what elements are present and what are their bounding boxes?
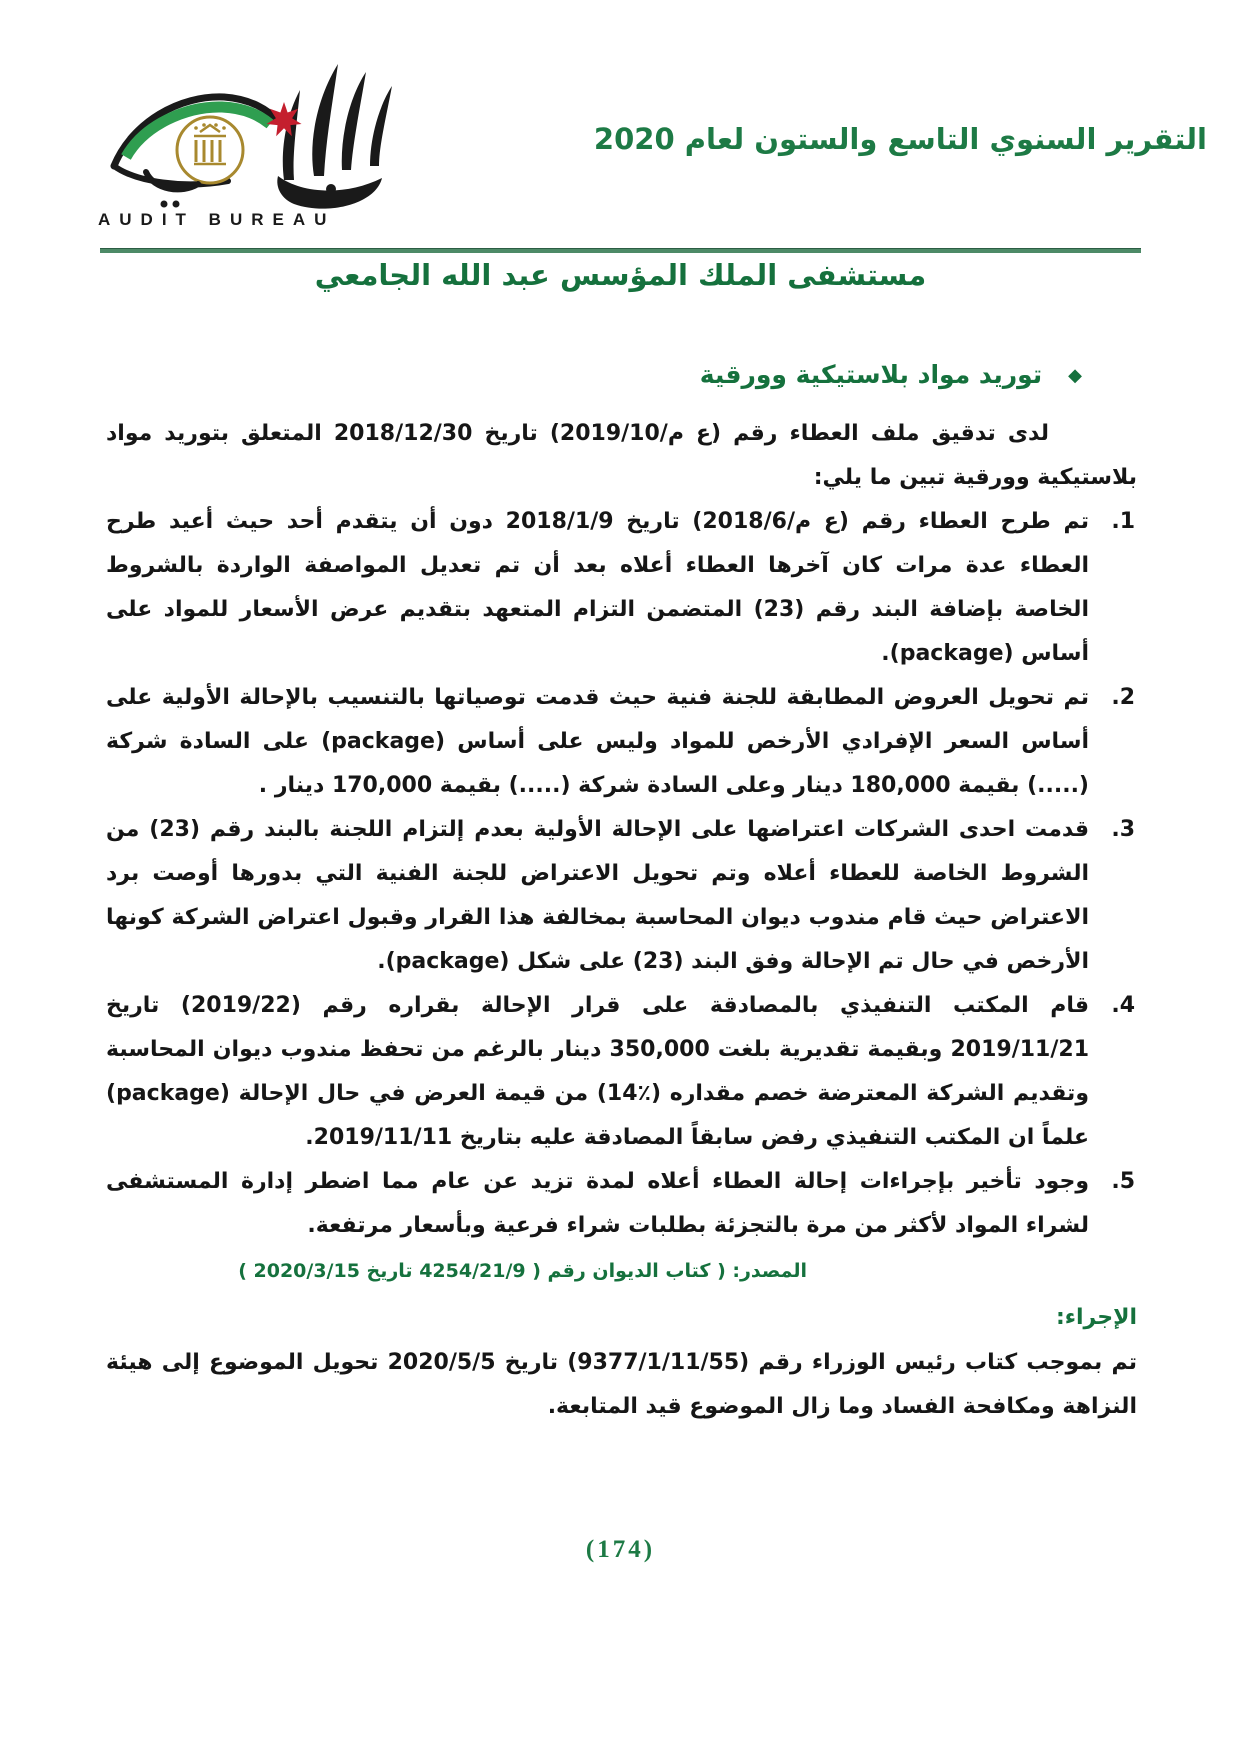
item-number: 5. [1111, 1169, 1135, 1194]
item-number: 1. [1111, 509, 1135, 534]
action-paragraph: تم بموجب كتاب رئيس الوزراء رقم (9377/1/11/55) تاريخ 2020/5/5 تحويل الموضوع إلى هيئة النزاهة ومكافحة الفساد وما زال الموضوع قيد المتابعة. [106, 1350, 1137, 1419]
logo-latin-name: AUDIT BUREAU [98, 210, 336, 229]
page-number: (174) [585, 1536, 656, 1563]
item-number: 3. [1111, 817, 1135, 842]
header-divider [100, 248, 1141, 253]
item-text: تم طرح العطاء رقم (ع م/2018/6) تاريخ 2018/1/9 دون أن يتقدم أحد حيث أعيد طرح العطاء عدة مرات كان آخرها العطاء أعلاه بعد أن تم تعديل المواصفة الواردة بالشروط الخاصة بإضافة البند رقم (23) المتضمن التزام المتعهد بتقديم عرض الأسعار للمواد على أساس (package). [106, 509, 1089, 666]
finding-item [106, 984, 1137, 1160]
section-body [106, 412, 1137, 1429]
finding-item [106, 1160, 1137, 1248]
section-heading-label: توريد مواد بلاستيكية وورقية [699, 360, 1043, 389]
item-text: قام المكتب التنفيذي بالمصادقة على قرار الإحالة بقراره رقم (2019/22) تاريخ 2019/11/21 وبقيمة تقديرية بلغت 350,000 دينار بالرغم من تحفظ مندوب ديوان المحاسبة وتقديم الشركة المعترضة خصم مقداره (٪14) من قيمة العرض في حال الإحالة (package) علماً ان المكتب التنفيذي رفض سابقاً المصادقة عليه بتاريخ 2019/11/11. [106, 993, 1090, 1150]
diamond-bullet-icon: ◆ [1068, 364, 1082, 386]
finding-item [106, 808, 1137, 984]
item-text: تم تحويل العروض المطابقة للجنة فنية حيث قدمت توصياتها بالتنسيب بالإحالة الأولية على أساس السعر الإفرادي الأرخص للمواد وليس على أساس (package) على السادة شركة (.....) بقيمة 180,000 دينار وعلى السادة شركة (.....) بقيمة 170,000 دينار . [106, 685, 1089, 798]
action-label: الإجراء: [1055, 1305, 1137, 1330]
item-text: قدمت احدى الشركات اعتراضها على الإحالة الأولية بعدم إلتزام اللجنة بالبند رقم (23) من الشروط الخاصة للعطاء أعلاه وتم تحويل الاعتراض للجنة الفنية التي بدورها أوصت برد الاعتراض حيث قام مندوب ديوان المحاسبة بمخالفة هذا القرار وقبول اعتراض الشركة كونها الأرخص في حال تم الإحالة وفق البند (23) على شكل (package). [106, 817, 1089, 974]
audit-bureau-logo [88, 58, 408, 218]
logo-arabic-name [0, 0, 1, 1]
finding-item [106, 676, 1137, 808]
petra-emblem [177, 117, 243, 183]
item-number: 4. [1111, 993, 1135, 1018]
page-title: مستشفى الملك المؤسس عبد الله الجامعي [314, 258, 927, 292]
annual-report-title: التقرير السنوي التاسع والستون لعام 2020 [593, 122, 1207, 156]
intro-paragraph: لدى تدقيق ملف العطاء رقم (ع م/2019/10) تاريخ 2018/12/30 المتعلق بتوريد مواد بلاستيكية وورقية تبين ما يلي: [106, 421, 1137, 490]
section-heading [700, 360, 1082, 389]
finding-item [106, 500, 1137, 676]
item-text: وجود تأخير بإجراءات إحالة العطاء أعلاه لمدة تزيد عن عام مما اضطر إدارة المستشفى لشراء المواد لأكثر من مرة بالتجزئة بطلبات شراء فرعية وبأسعار مرتفعة. [106, 1169, 1089, 1238]
item-number: 2. [1111, 685, 1135, 710]
source-reference: المصدر: ( كتاب الديوان رقم ( 4254/21/9 تاريخ 2020/3/15 ) [238, 1260, 807, 1282]
